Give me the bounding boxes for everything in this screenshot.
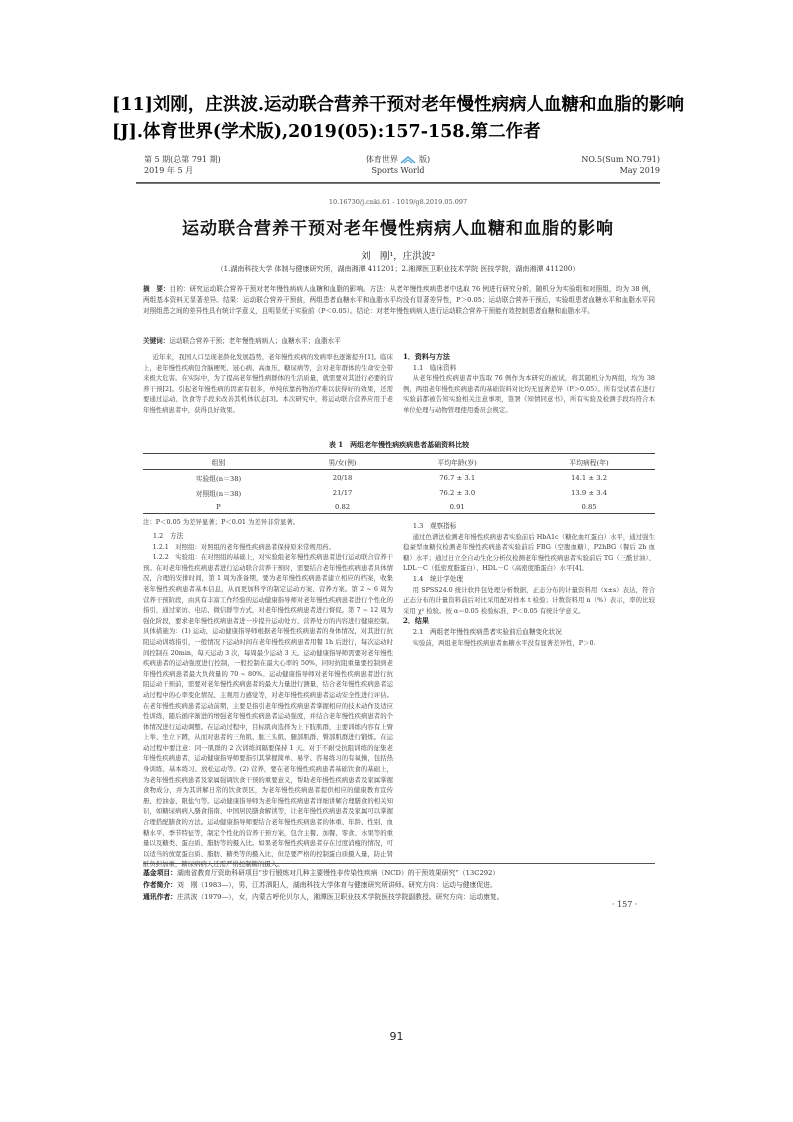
footnotes xyxy=(143,867,655,903)
fund-text: 湖南省教育厅资助科研项目“步行锻炼对几种主要慢性非传染性疾病（NCD）的干预效果研究”（13C292） xyxy=(176,869,500,877)
journal-name: 体育世界 xyxy=(365,155,398,164)
methods-column xyxy=(143,531,393,870)
issue-number: 第 5 期(总第 791 期) xyxy=(144,155,221,164)
journal-page-header xyxy=(136,152,660,183)
table-header-cell: 平均年龄(岁) xyxy=(437,458,477,467)
table-row xyxy=(143,500,655,514)
doi: 10.16730/j.cnki.61 - 1019/g8.2019.05.097 xyxy=(328,198,468,206)
baseline-table xyxy=(143,453,655,514)
keywords-text: 运动联合营养干预；老年慢性病病人；血糖水平；血脂水平 xyxy=(169,337,341,345)
corresponding-label: 通讯作者： xyxy=(143,893,177,901)
issue-number-en: NO.5(Sum NO.791) xyxy=(581,155,660,164)
method-experimental-text: 1.2.2 实验组：在对照组的基础上，对实验组老年慢性疾病患者进行运动联合营养干预。在对老年慢性疾病患者进行运动联合营养干预时，需要结合老年慢性疾病患者具体情况，合理的安排时间，第 1 周为准备期，要为老年慢性疾病患者建立相应的档案，收集老年慢性疾病患者基本信息，从而更加科学的制定运动方案、营养方案。第 2 ~ 6 周为营养干预阶段，由具有丰富工作经验的运动健康指导师对老年慢性疾病患者进行个性化的指引，通过家访、电话、微信群等方式，对老年慢性疾病患者进行督促。第 7 ~ 12 周为强化阶段，要求老年慢性疾病患者进一步提升运动处方、营养处方的内容进行健康控制。具体措施为：(1) 运动，运动健康指导师根据老年慢性疾病患者的身体情况，对其进行抗阻运动训练指引，一般情况下运动时间在老年慢性疾病患者用餐 1h 后进行，每次运动时间控制在 20min，每天运动 3 次，每周最少运动 3 天。运动健康指导师需要对老年慢性疾病患者的运动强度进行控制，一般控制在最大心率的 50%，同时抗阻重量要控制到老年慢性疾病患者最大负荷量的 70 ~ 80%。运动健康指导师对老年慢性疾病患者进行抗阻运动干预前，需要对老年慢性疾病患者的最大力量进行测量，结合老年慢性疾病患者运动过程中的心率变化情况、主观用力感觉等，对老年慢性疾病患者运动安全性进行评估。在老年慢性疾病患者运动前期，主要是指引老年慢性疾病患者掌握相应的技术动作及适应性训练，随后循序渐进的增强老年慢性疾病患者运动强度，并结合老年慢性疾病患者的个体情况进行运动调整。在运动过程中，目标肌肉选择为上下肢肌群，主要训练内容有上臂上举、坐立下蹲，从而对患者的三角肌、肱三头肌、腿部肌群、臀部肌群进行锻炼。在运动过程中要注意：同一肌群的 2 次训练间隔要保持 1 天。对于不耐受抗阻训练的征集老年慢性疾病患者，运动健康指导师要指引其掌握简单、易学、容易练习的有氧操，包括热身训练、基本练习、放松运动等。(2) 营养，要在老年慢性疾病患者基础饮食的基础上，为老年慢性疾病患者及家属强调饮食干预的重要意义，帮助老年慢性疾病患者及家属掌握食物成分，并为其讲解日常的饮食误区，为老年慢性疾病患者提供相应的健康教育宣传册、控油壶、限盐勺等。运动健康指导师为老年慢性疾病患者详细讲解合理膳食的相关知识，如糖尿病病人膳食指南、中国居民膳食解读等，让老年慢性疾病患者及家属可以掌握合理搭配膳食的方法。运动健康指导师要结合老年慢性疾病患者的体重、年龄、性别、血糖水平、季节特征等，制定个性化的营养干预方案，包含主餐、加餐、零食、水果等的重量以及糖类、蛋白质、脂肪等的摄入比。如果老年慢性疾病患者存在过度消瘦的情况，可以适当的放宽蛋白质、脂肪、糖类等的摄入比，但是要严格的控制蛋白质摄入量，防止肾脏负担加重，糖尿病病人还需严格控制糖的摄入。 xyxy=(143,553,393,869)
table-cell: 76.2 ± 3.0 xyxy=(439,488,476,497)
header-divider xyxy=(136,183,660,184)
table-header-row xyxy=(143,454,655,470)
keywords-label: 关键词： xyxy=(143,337,170,345)
table-cell: 0.91 xyxy=(449,502,465,511)
section-1-4-text: 用 SPSS24.0 统计软件包处理分析数据，正态分布的计量资料用（x±s）表达，符合正态分布的计量资料前后对比采用配对样本 t 检验；计数资料用 n（%）表示，率的比较采用 χ² 检验。按 α＝0.05 检验标准，P＜0.05 有统计学意义。 xyxy=(403,585,655,615)
materials-column xyxy=(403,352,655,416)
section-1-1-heading: 1.1 临床资料 xyxy=(412,363,457,372)
journal-name-en: Sports World xyxy=(371,166,425,175)
corresponding-text: 庄洪波（1979—），女，内蒙古呼伦贝尔人，湘潭医卫职业技术学院医技学院副教授。研究方向：运动康复。 xyxy=(176,893,504,901)
table-cell: 14.1 ± 3.2 xyxy=(571,473,608,482)
table-header-cell: 男/女(例) xyxy=(328,458,357,467)
article-title: 运动联合营养干预对老年慢性病病人血糖和血脂的影响 xyxy=(182,219,614,239)
table-caption: 表 1 两组老年慢性病疾病患者基础资料比较 xyxy=(328,440,470,449)
section-1-3-heading: 1.3 观察指标 xyxy=(412,522,457,530)
intro-paragraph: 近年来，我国人口呈现老龄化发展趋势，老年慢性疾病的发病率也逐渐提升[1]。临床上，老年慢性疾病包含脑梗死、冠心病、高血压、糖尿病等，会对老年群体的生命安全带来极大危害。在实际中，为了提高老年慢性病群体的生活质量，就需要对其进行必要的营养干预[2]。引起老年慢性病的因素有很多，单纯依靠药物治疗难以获得好的效果，还需要通过运动、饮食等手段来改善其机体状态[3]。本次研究中，将运动联合营养应用于老年慢性病患者中，获得良好效果。 xyxy=(143,353,393,414)
table-cell: 76.7 ± 3.1 xyxy=(439,473,476,482)
method-control-text: 1.2.1 对照组：对照组的老年慢性疾病患者保持原来常规用药。 xyxy=(152,542,336,551)
section-1-4-heading: 1.4 统计学处理 xyxy=(412,574,463,583)
table-cell: 实验组(n＝38) xyxy=(195,474,242,483)
section-2-1-text: 实验前，两组老年慢性疾病患者血糖水平没有显著差异性，P＞0. xyxy=(412,638,596,647)
footnote-divider xyxy=(143,863,655,864)
table-cell: 0.82 xyxy=(334,502,351,511)
table-cell: 对照组(n＝38) xyxy=(195,489,242,498)
header-right xyxy=(581,154,660,176)
affiliation: （1.湖南科技大学 体制与健康研究所，湖南湘潭 411201；2.湘潭医卫职业技术学院 医技学院，湖南湘潭 411200） xyxy=(216,265,580,273)
abstract-text: 目的：研究运动联合营养干预对老年慢性病病人血糖和血脂的影响。方法：从老年慢性疾病患者中选取 76 例进行研究分析，随机分为实验组和对照组，均为 38 例，两组基本资料无显著差异。结果：运动联合营养干预前，两组患者血糖水平和血脂水平均没有显著差异性，P＞0.05；运动联合营养干预后，实验组患者血糖水平和血脂水平同对照组患之间的差异性具有统计学意义，且明显优于实验前（P＜0.05）。结论：对老年慢性病病人进行运动联合营养干预能有效控制患者血糖和血脂水平。 xyxy=(143,285,655,315)
section-1-3-text: 通过色谱法检测老年慢性疾病患者实验前后 HbA1c（糖化血红蛋白）水平，通过强生稳豪型血糖仪检测老年慢性疾病患者实验前后 FBG（空腹血糖）、P2hBG（餐后 2h 血糖）水平；通过日立全自动生化分析仪检测老年慢性疾病患者实验前后 TG（三酰甘油）、LDL－C（低密度脂蛋白）、HDL－C（高密度脂蛋白）水平[4]。 xyxy=(403,532,655,573)
table-note: 注：P＜0.05 为差异显著；P＜0.01 为差异非常显著。 xyxy=(143,518,300,526)
fund-note xyxy=(143,867,655,879)
table-cell: 0.85 xyxy=(581,502,597,511)
table-cell: 13.9 ± 3.4 xyxy=(571,488,608,497)
table-row xyxy=(143,485,655,500)
section-1-2-heading: 1.2 方法 xyxy=(152,532,184,540)
keywords xyxy=(143,335,655,345)
journal-edition: 版) xyxy=(418,155,431,164)
table-row xyxy=(143,470,655,486)
header-left xyxy=(144,154,221,176)
section-1-heading: 1．资料与方法 xyxy=(403,352,450,361)
journal-page-number: · 157 · xyxy=(612,900,638,909)
table-header-cell: 平均病程(年) xyxy=(569,458,609,467)
journal-logo-icon xyxy=(400,156,416,164)
table-cell: P xyxy=(216,502,221,511)
table-header-cell: 组别 xyxy=(211,458,226,467)
table-1 xyxy=(143,440,655,526)
table-cell: 20/18 xyxy=(332,473,353,482)
intro-column xyxy=(143,352,393,416)
section-1-1-text: 从老年慢性疾病患者中选取 76 例作为本研究的被试，将其随机分为两组，均为 38 例，两组老年慢性疾病患者的基础资料对比均无显著差异（P＞0.05）。所有受试者在进行实验前都被告知实验相关注意事项，签署《知情同意书》，所有实验及检测手段均符合本单位伦理与动物管理使用委员会规定。 xyxy=(403,374,655,414)
author-note xyxy=(143,879,655,891)
abstract-label: 摘 要： xyxy=(143,285,170,293)
section-2-1-heading: 2.1 两组老年慢性疾病患者实验前后血糖变化状况 xyxy=(412,627,562,636)
issue-date-en: May 2019 xyxy=(619,166,660,175)
author-label: 作者简介： xyxy=(143,881,177,889)
results-column xyxy=(403,521,655,648)
abstract xyxy=(143,284,655,317)
corresponding-note xyxy=(143,891,655,903)
page-number: 91 xyxy=(389,1030,404,1043)
header-center xyxy=(336,154,460,176)
issue-date: 2019 年 5 月 xyxy=(144,166,194,175)
section-2-heading: 2．结果 xyxy=(403,616,429,626)
table-cell: 21/17 xyxy=(332,488,353,497)
authors: 刘 刚¹，庄洪波² xyxy=(360,251,436,262)
citation-heading: [11]刘刚，庄洪波.运动联合营养干预对老年慢性病病人血糖和血脂的影响[J].体育世界(学术版),2019(05):157-158.第二作者 xyxy=(112,95,685,142)
fund-label: 基金项目： xyxy=(143,869,177,877)
author-text: 刘 刚（1983—），男，江苏泗阳人，湖南科技大学体育与健康研究所讲师。研究方向：运动与健康促进。 xyxy=(176,881,497,889)
